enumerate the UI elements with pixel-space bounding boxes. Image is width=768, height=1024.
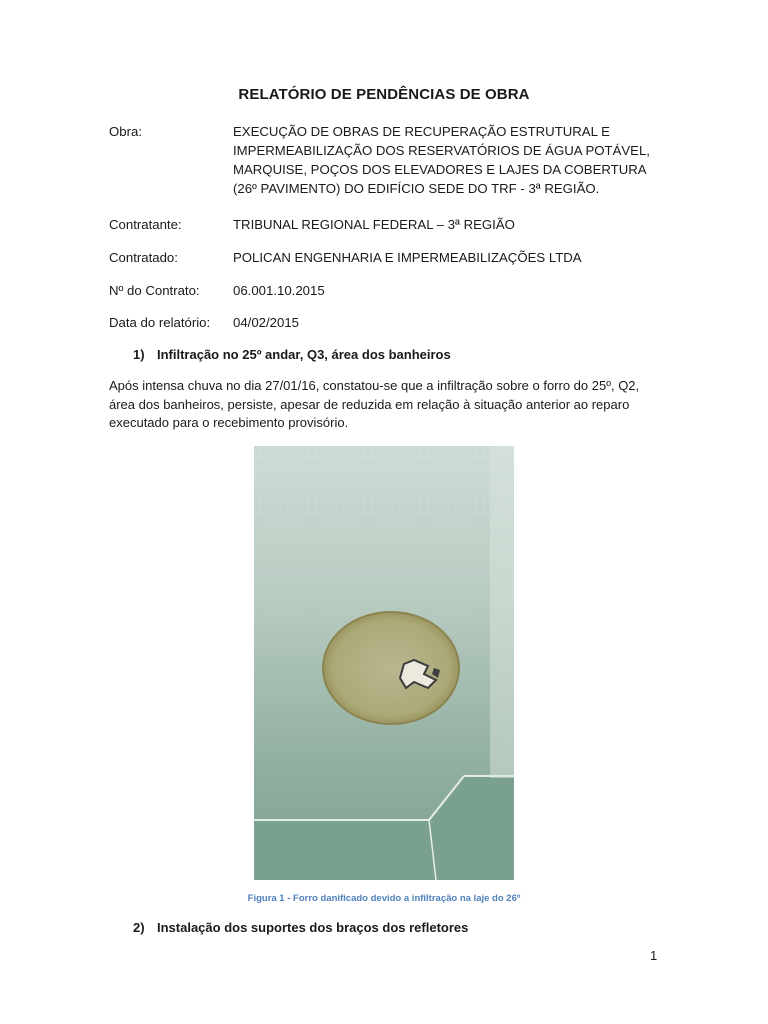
section-heading-1 <box>133 345 451 364</box>
field-value: 04/02/2015 <box>233 315 300 330</box>
field-value: POLICAN ENGENHARIA E IMPERMEABILIZAÇÕES LTDA <box>233 250 582 265</box>
field-value: TRIBUNAL REGIONAL FEDERAL – 3ª REGIÃO <box>233 217 515 232</box>
document-title: RELATÓRIO DE PENDÊNCIAS DE OBRA <box>238 86 530 103</box>
section-number: 1) <box>133 347 145 362</box>
field-label: Data do relatório: <box>109 315 211 330</box>
field-label: Contratado: <box>109 250 178 265</box>
ceiling-damage-photo <box>254 446 514 880</box>
section-title: Instalação dos suportes dos braços dos refletores <box>157 920 469 935</box>
figure-caption: Figura 1 - Forro danificado devido a infiltração na laje do 26º <box>247 893 521 904</box>
field-label: Nº do Contrato: <box>109 283 200 298</box>
section-number: 2) <box>133 920 145 935</box>
field-label: Contratante: <box>109 217 182 232</box>
page-number: 1 <box>650 948 658 963</box>
field-value: EXECUÇÃO DE OBRAS DE RECUPERAÇÃO ESTRUTURAL E IMPERMEABILIZAÇÃO DOS RESERVATÓRIOS DE ÁGUA POTÁVEL, MARQUISE, POÇOS DOS ELEVADORES E LAJES DA COBERTURA (26º PAVIMENTO) DO EDIFÍCIO SEDE DO TRF - 3ª REGIÃO. <box>233 124 650 196</box>
field-value: 06.001.10.2015 <box>233 283 325 298</box>
section-title: Infiltração no 25º andar, Q3, área dos banheiros <box>157 347 451 362</box>
field-label: Obra: <box>109 124 142 139</box>
body-paragraph: Após intensa chuva no dia 27/01/16, constatou-se que a infiltração sobre o forro do 25º, Q2, área dos banheiros, persiste, apesar de reduzida em relação à situação anterior ao reparo executado para o recebimento provisório. <box>109 378 640 431</box>
section-heading-2 <box>133 918 468 937</box>
